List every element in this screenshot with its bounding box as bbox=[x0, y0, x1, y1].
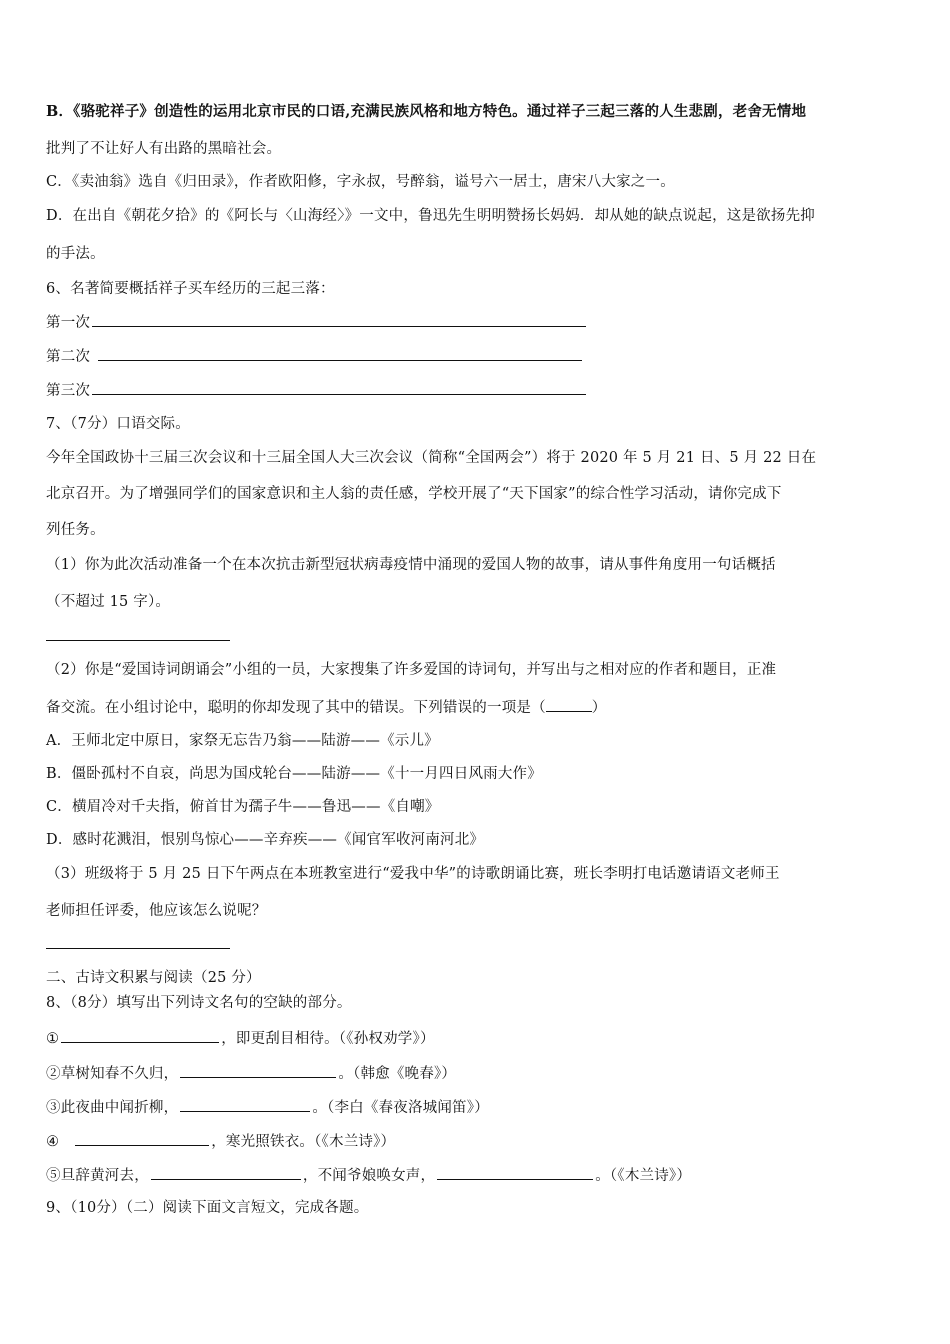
q7-intro-line-1: 今年全国政协十三届三次会议和十三届全国人大三次会议（简称“全国两会”）将于 2020 年 5 月 21 日、5 月 22 日在 bbox=[46, 450, 817, 466]
q8-item-2 bbox=[46, 1062, 456, 1084]
question-8-title: 8、（8分）填写出下列诗文名句的空缺的部分。 bbox=[46, 995, 352, 1011]
q6-first-answer-blank[interactable] bbox=[92, 311, 586, 327]
q7-part3-line-1: （3）班级将于 5 月 25 日下午两点在本班教室进行“爱我中华”的诗歌朗诵比赛，班长李明打电话邀请语文老师王 bbox=[46, 866, 780, 882]
question-6-prompt: 6、名著简要概括祥子买车经历的三起三落： bbox=[46, 281, 335, 297]
q8-item-2-suffix: 。（韩愈《晚春》） bbox=[338, 1066, 457, 1082]
q7-part2-text: 备交流。在小组讨论中，聪明的你却发现了其中的错误。下列错误的一项是（ bbox=[46, 700, 546, 716]
option-b-line-2: 批判了不让好人有出路的黑暗社会。 bbox=[46, 141, 282, 157]
q7-part1-line-1: （1）你为此次活动准备一个在本次抗击新型冠状病毒疫情中涌现的爱国人物的故事，请从事件角度用一句话概括 bbox=[46, 557, 776, 573]
q7-intro-line-3: 列任务。 bbox=[46, 522, 105, 538]
q7-part2-line-1: （2）你是“爱国诗词朗诵会”小组的一员，大家搜集了许多爱国的诗词句，并写出与之相对应的作者和题目，正准 bbox=[46, 662, 777, 678]
q7-part3-answer-blank[interactable] bbox=[46, 948, 230, 949]
q8-item-5-prefix: ⑤旦辞黄河去， bbox=[46, 1168, 149, 1184]
q8-item-5-blank-2[interactable] bbox=[437, 1164, 593, 1180]
q8-item-4-prefix: ④ bbox=[46, 1134, 60, 1150]
q6-first-row bbox=[46, 311, 588, 333]
q8-item-5-middle: ，不闻爷娘唤女声， bbox=[302, 1168, 436, 1184]
part-2-heading: 二、古诗文积累与阅读（25 分） bbox=[46, 970, 261, 986]
q7-option-a: A．王师北定中原日，家祭无忘告乃翁——陆游——《示儿》 bbox=[46, 733, 439, 749]
q6-second-answer-blank[interactable] bbox=[98, 345, 582, 361]
q7-part1-line-2: （不超过 15 字）。 bbox=[46, 594, 171, 610]
q8-item-3-suffix: 。（李白《春夜洛城闻笛》） bbox=[312, 1100, 489, 1116]
q6-second-label: 第二次 bbox=[46, 349, 91, 365]
q8-item-1 bbox=[46, 1027, 435, 1049]
option-c-line: C．《卖油翁》选自《归田录》，作者欧阳修，字永叔，号醉翁，谥号六一居士，唐宋八大家之一。 bbox=[46, 174, 675, 190]
q6-third-row bbox=[46, 379, 588, 401]
q8-item-5-suffix: 。（《木兰诗》） bbox=[595, 1168, 692, 1184]
q6-second-row bbox=[46, 345, 584, 367]
q8-item-4-blank[interactable] bbox=[75, 1130, 209, 1146]
q6-third-answer-blank[interactable] bbox=[92, 379, 586, 395]
q7-part2-choice-blank[interactable] bbox=[546, 696, 592, 712]
q7-option-d: D．感时花溅泪，恨别鸟惊心——辛弃疾——《闻官军收河南河北》 bbox=[46, 832, 485, 848]
option-d-line-2: 的手法。 bbox=[46, 246, 105, 262]
q8-item-1-prefix: ① bbox=[46, 1031, 60, 1047]
q7-part1-answer-blank[interactable] bbox=[46, 640, 230, 641]
q6-third-label: 第三次 bbox=[46, 383, 91, 399]
q8-item-5 bbox=[46, 1164, 691, 1186]
q8-item-3 bbox=[46, 1096, 489, 1118]
q7-part2-line-2 bbox=[46, 696, 607, 718]
q7-part2-close-paren: ） bbox=[591, 700, 607, 716]
q6-first-label: 第一次 bbox=[46, 315, 91, 331]
q7-part3-line-2: 老师担任评委，他应该怎么说呢？ bbox=[46, 903, 267, 919]
q7-option-c: C．横眉冷对千夫指，俯首甘为孺子牛——鲁迅——《自嘲》 bbox=[46, 799, 440, 815]
q8-item-5-blank-1[interactable] bbox=[151, 1164, 301, 1180]
q8-item-4 bbox=[46, 1130, 395, 1152]
q8-item-1-suffix: ，即更刮目相待。（《孙权劝学》） bbox=[221, 1031, 435, 1047]
q8-item-4-suffix: ，寒光照铁衣。（《木兰诗》） bbox=[211, 1134, 396, 1150]
question-7-title: 7、（7分）口语交际。 bbox=[46, 416, 190, 432]
q8-item-3-prefix: ③此夜曲中闻折柳， bbox=[46, 1100, 179, 1116]
question-9-title: 9、（10分）（二）阅读下面文言短文，完成各题。 bbox=[46, 1200, 369, 1216]
q8-item-3-blank[interactable] bbox=[180, 1096, 310, 1112]
q8-item-2-prefix: ②草树知春不久归， bbox=[46, 1066, 179, 1082]
option-d-line-1: D．在出自《朝花夕拾》的《阿长与〈山海经〉》一文中，鲁迅先生明明赞扬长妈妈．却从她的缺点说起，这是欲扬先抑 bbox=[46, 208, 815, 224]
q7-option-b: B．僵卧孤村不自哀，尚思为国戍轮台——陆游——《十一月四日风雨大作》 bbox=[46, 766, 542, 782]
q8-item-1-blank[interactable] bbox=[61, 1027, 219, 1043]
q8-item-2-blank[interactable] bbox=[180, 1062, 336, 1078]
q7-intro-line-2: 北京召开。为了增强同学们的国家意识和主人翁的责任感，学校开展了“天下国家”的综合性学习活动，请你完成下 bbox=[46, 486, 782, 502]
option-b-line-1: B．《骆驼祥子》创造性的运用北京市民的口语,充满民族风格和地方特色。通过祥子三起三落的人生悲剧，老舍无情地 bbox=[46, 103, 807, 120]
